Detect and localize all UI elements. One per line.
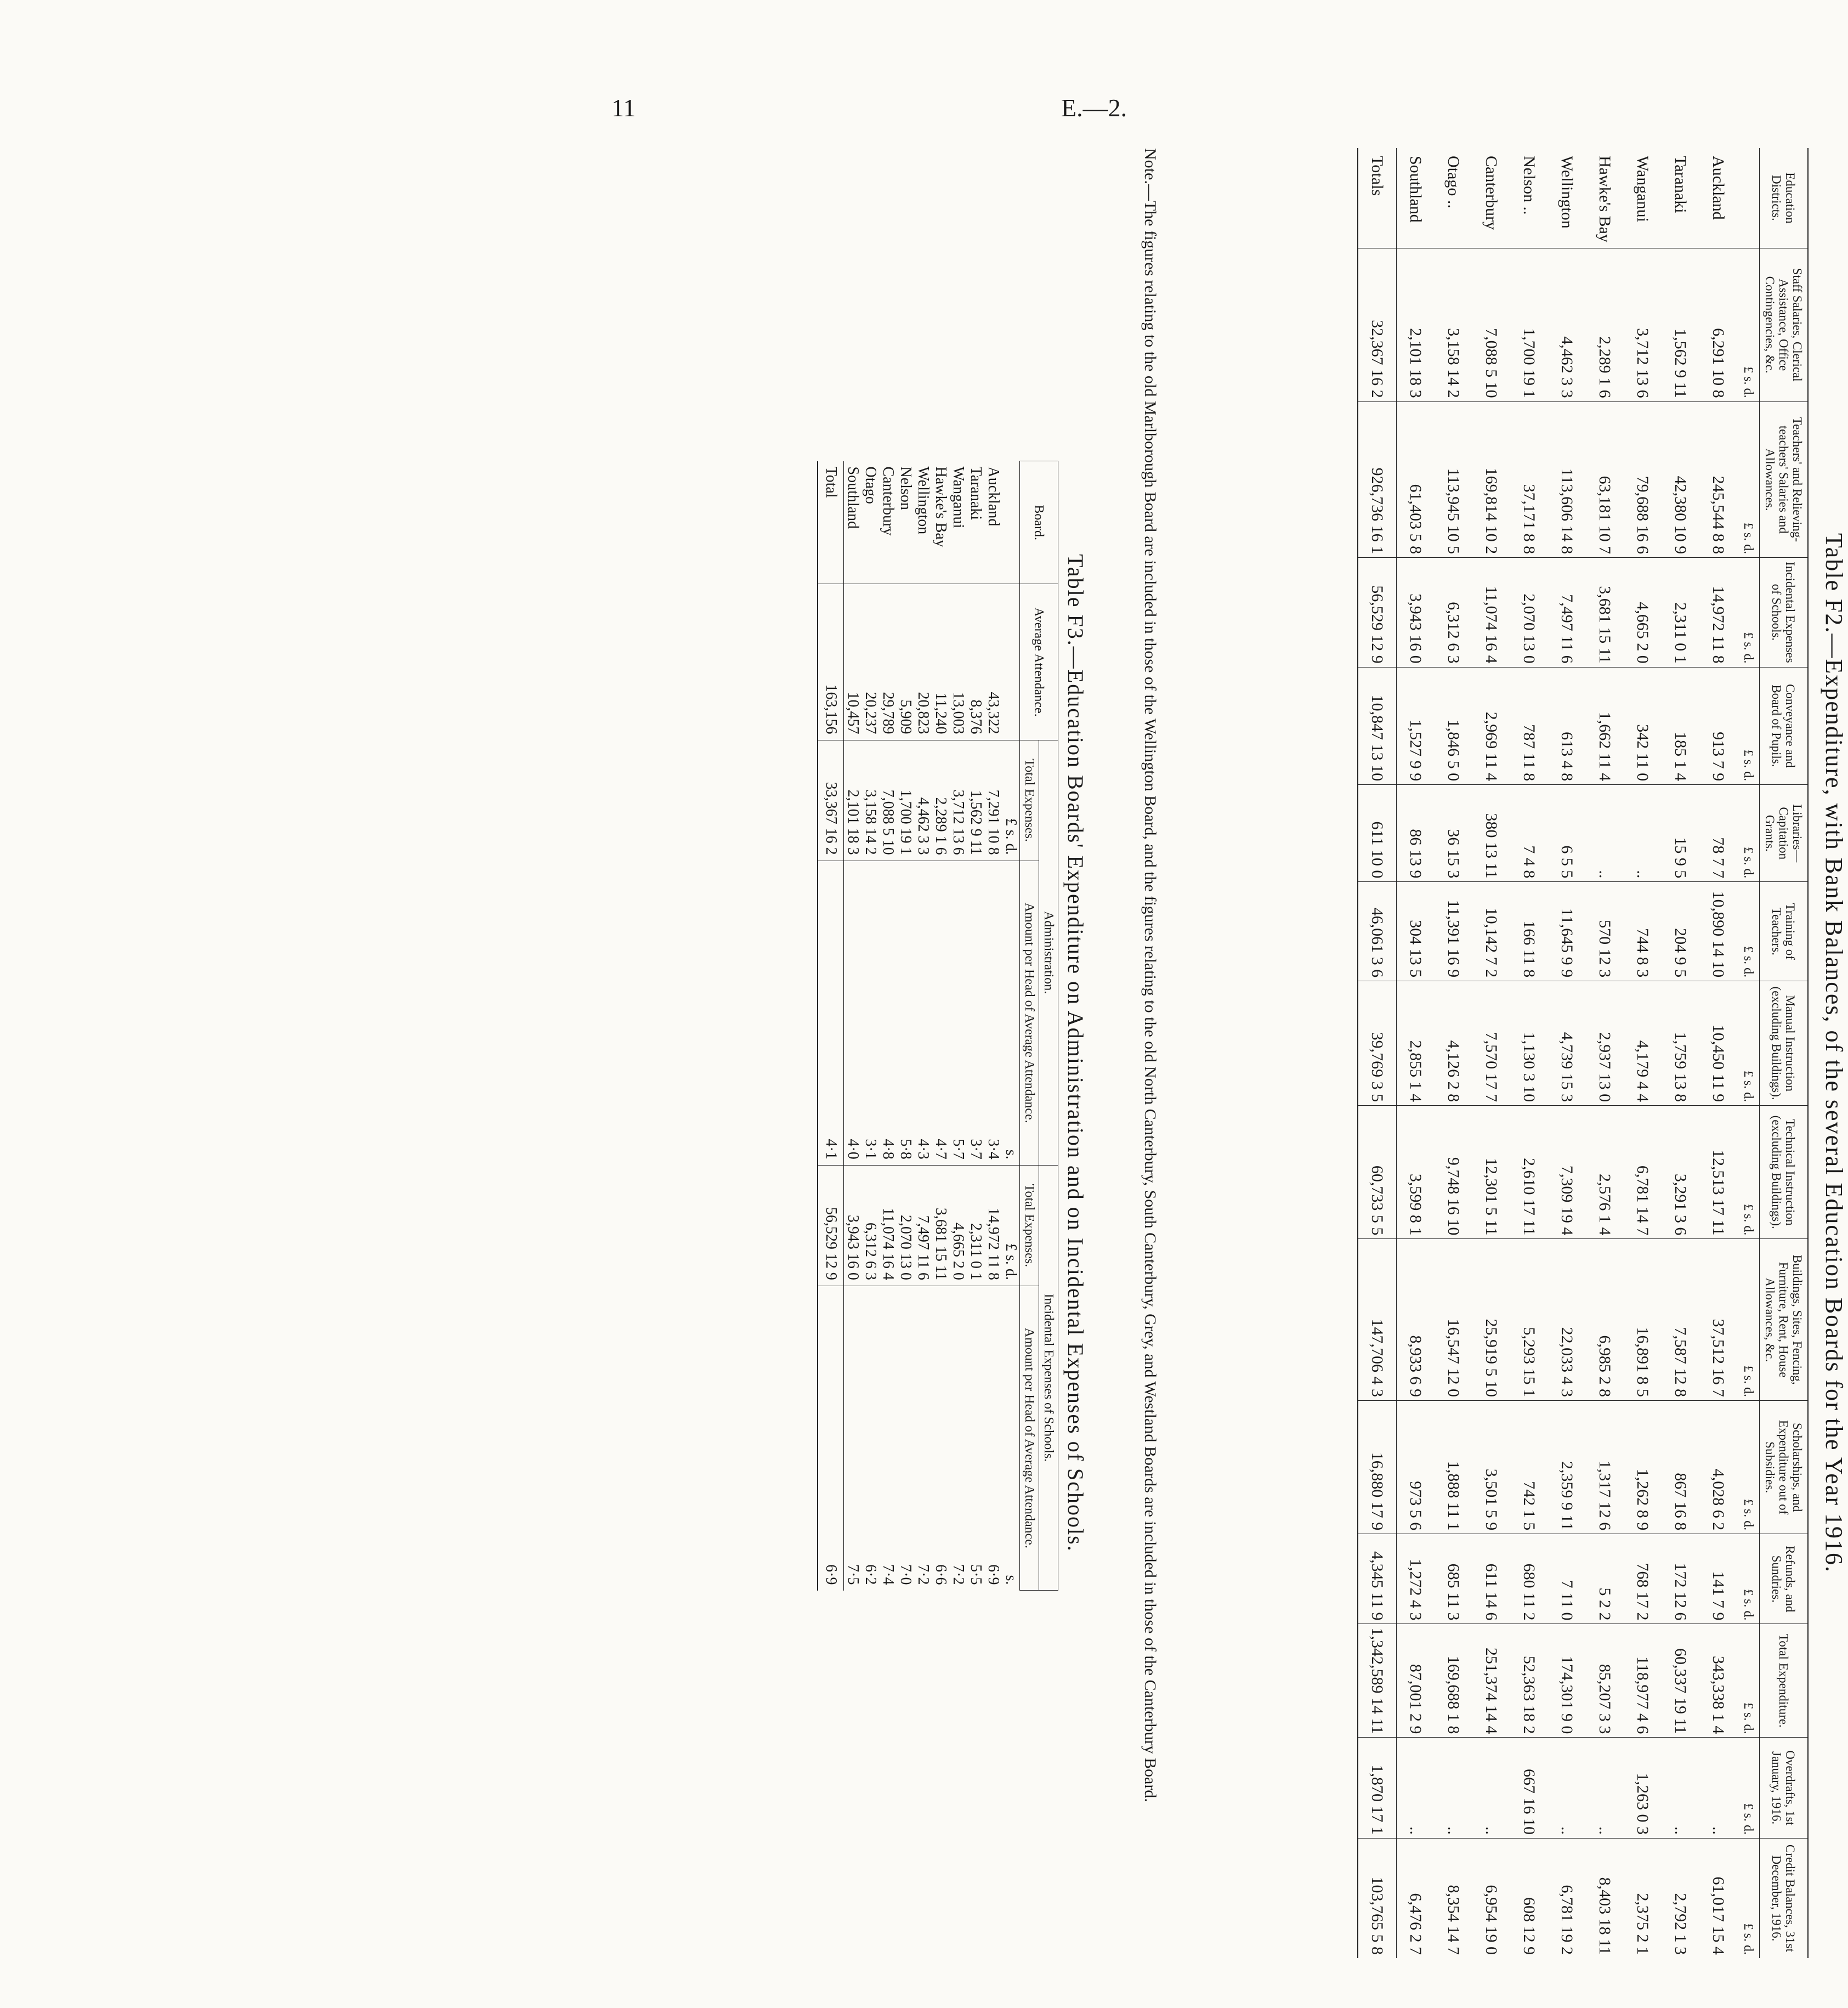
table-cell: 87,001 2 9 [1397, 1624, 1435, 1738]
table-cell: 7,291 10 8 [984, 740, 1002, 861]
table-cell: 4,462 3 3 [914, 740, 932, 861]
table-cell: .. [1586, 785, 1624, 882]
board-name: Canterbury [879, 461, 897, 584]
table-f3-col-attendance: Average Attendance. [1020, 584, 1058, 740]
table-cell: 343,338 1 4 [1699, 1624, 1737, 1738]
table-cell: 86 13 9 [1397, 785, 1435, 882]
table-f3-col-admin-total: Total Expenses. [1020, 740, 1039, 861]
table-cell: 1,700 19 1 [897, 740, 914, 861]
board-name: Nelson [897, 461, 914, 584]
table-f3-group-administration: Administration. [1039, 740, 1058, 1165]
table-row [967, 461, 984, 1591]
table-row [1586, 148, 1624, 1958]
table-f3-col-incidental-per-head: Amount per Head of Average Attendance. [1020, 1286, 1039, 1590]
table-cell: 1,888 11 1 [1435, 1400, 1472, 1534]
table-f2-unit-cell: £ s. d. [1737, 558, 1760, 668]
table-cell: .. [1397, 1738, 1435, 1839]
table-cell: 926,736 16 1 [1358, 401, 1397, 558]
table-cell: 10,450 11 9 [1699, 981, 1737, 1106]
table-cell: 1,130 3 10 [1510, 981, 1548, 1106]
table-f2-unit-cell: £ s. d. [1737, 667, 1760, 784]
table-f2-column-header: Training of Teachers. [1760, 882, 1809, 981]
table-f2-unit-cell: £ s. d. [1737, 785, 1760, 882]
table-f2-unit-cell: £ s. d. [1737, 1738, 1760, 1839]
table-f3-group-incidental: Incidental Expenses of Schools. [1039, 1165, 1058, 1590]
table-cell: 5·8 [897, 861, 914, 1165]
table-cell: 3,712 13 6 [1624, 248, 1662, 401]
table-cell: 22,033 4 3 [1548, 1239, 1586, 1401]
document-reference: E.—2. [1061, 94, 1127, 122]
table-f2-unit-cell: £ s. d. [1737, 1106, 1760, 1239]
table-row [818, 461, 844, 1591]
table-cell: 52,363 18 2 [1510, 1624, 1548, 1738]
table-cell: 20,823 [914, 584, 932, 740]
table-row [949, 461, 967, 1591]
table-cell: 570 12 3 [1586, 882, 1624, 981]
table-cell: 11,391 16 9 [1435, 882, 1472, 981]
table-cell: 6·2 [862, 1564, 879, 1585]
table-cell: 304 13 5 [1397, 882, 1435, 981]
table-cell: 4,028 6 2 [1699, 1400, 1737, 1534]
table-cell: 744 8 3 [1624, 882, 1662, 981]
table-f2-unit-row [1737, 148, 1760, 1958]
table-row [1624, 148, 1662, 1958]
table-cell: 3,712 13 6 [949, 740, 967, 861]
table-cell: 16,880 17 9 [1358, 1400, 1397, 1534]
table-cell: 3,501 5 9 [1472, 1400, 1510, 1534]
table-cell: 2,101 18 3 [1397, 248, 1435, 401]
table-cell: 6,312 6 3 [861, 1165, 879, 1286]
table-cell: 867 16 8 [1662, 1400, 1699, 1534]
table-cell: 742 1 5 [1510, 1400, 1548, 1534]
table-cell: 4·7 [932, 861, 949, 1165]
table-cell: 3,158 14 2 [861, 740, 879, 861]
table-cell: 185 1 4 [1662, 667, 1699, 784]
table-cell: 10,142 7 2 [1472, 882, 1510, 981]
table-cell: 613 4 8 [1548, 667, 1586, 784]
table-cell: 6,781 19 2 [1558, 1885, 1577, 1955]
table-cell: 2,070 13 0 [897, 1165, 914, 1286]
table-f2-column-header: Conveyance and Board of Pupils. [1760, 667, 1809, 784]
table-f3-title: Table F3.—Education Boards' Expenditure on Administration and on Incidental Expenses of Schools. [1063, 554, 1088, 1552]
table-cell: 60,337 19 11 [1662, 1624, 1699, 1738]
table-cell: 608 12 9 [1520, 1897, 1539, 1955]
table-cell: 3·7 [967, 861, 984, 1165]
table-cell: 42,380 10 9 [1662, 401, 1699, 558]
table-cell: 2,375 2 1 [1634, 1893, 1652, 1955]
table-cell: .. [1548, 1738, 1586, 1839]
table-f2-unit-cell: £ s. d. [1737, 882, 1760, 981]
table-f2-column-header: Education Districts. [1760, 148, 1809, 248]
table-cell: 2,610 17 11 [1510, 1106, 1548, 1239]
table-cell: 29,789 [879, 584, 897, 740]
table-cell: 2,855 1 4 [1397, 981, 1435, 1106]
district-name: Canterbury [1472, 148, 1510, 248]
table-f3-col-incidental-total: Total Expenses. [1020, 1165, 1039, 1286]
table-f2-column-header: Libraries—Capitation Grants. [1760, 785, 1809, 882]
table-cell: 1,759 13 8 [1662, 981, 1699, 1106]
table-cell: 4,665 2 0 [949, 1165, 967, 1286]
table-cell: 11,074 16 4 [1472, 558, 1510, 668]
table-cell: 33,367 16 2 [818, 740, 844, 861]
table-cell: 4,665 2 0 [1624, 558, 1662, 668]
table-cell: 25,919 5 10 [1472, 1239, 1510, 1401]
table-cell: 2,289 1 6 [932, 740, 949, 861]
table-f3-unit-row [1002, 461, 1020, 1591]
table-cell: 12,301 5 11 [1472, 1106, 1510, 1239]
table-cell: 3,681 15 11 [1586, 558, 1624, 668]
table-cell: 12,513 17 11 [1699, 1106, 1737, 1239]
table-row [914, 461, 932, 1591]
table-cell: 37,512 16 7 [1699, 1239, 1737, 1401]
table-cell: 973 5 6 [1397, 1400, 1435, 1534]
table-cell: 61,017 15 4 [1709, 1876, 1728, 1955]
board-name: Wanganui [949, 461, 967, 584]
table-f2-column-header: Technical Instruction (excluding Buildings). [1760, 1106, 1809, 1239]
table-cell: 3,158 14 2 [1435, 248, 1472, 401]
table-f2-unit-cell: £ s. d. [1737, 1624, 1760, 1738]
table-f2-note: Note.—The figures relating to the old Marlborough Board are included in those of the Wellington Board, and the figures relating to the old North Canterbury, South Canterbury, Grey, and Westland Boards are included in those of the Canterbury Board. [1141, 148, 1159, 1802]
table-cell: 113,945 10 5 [1435, 401, 1472, 558]
table-f2-unit-cell: £ s. d. [1737, 1239, 1760, 1401]
table-cell: 7,309 19 4 [1548, 1106, 1586, 1239]
table-cell: .. [1624, 785, 1662, 882]
table-cell: 1,342,589 14 11 [1358, 1624, 1397, 1738]
board-name: Auckland [984, 461, 1002, 584]
table-cell: 9,748 16 10 [1435, 1106, 1472, 1239]
table-cell: 7,570 17 7 [1472, 981, 1510, 1106]
table-cell: 56,529 12 9 [1358, 558, 1397, 668]
table-f2-unit-cell: £ s. d. [1737, 981, 1760, 1106]
table-cell: 1,700 19 1 [1510, 248, 1548, 401]
table-f2-column-header: Incidental Expenses of Schools. [1760, 558, 1809, 668]
table-cell: 4·1 [818, 861, 844, 1165]
table-cell: 7 4 8 [1510, 785, 1548, 882]
table-cell: 1,562 9 11 [1662, 248, 1699, 401]
table-cell: 6,312 6 3 [1435, 558, 1472, 668]
table-cell: 56,529 12 9 [818, 1165, 844, 1286]
table-cell: 43,322 [984, 584, 1002, 740]
table-cell: 3,681 15 11 [932, 1165, 949, 1286]
district-name: Southland [1397, 148, 1435, 248]
district-name: Hawke's Bay [1586, 148, 1624, 248]
table-cell: .. [1472, 1738, 1510, 1839]
table-f2-body [1358, 148, 1760, 1958]
table-row [1548, 148, 1586, 1958]
table-cell: 1,870 17 1 [1358, 1738, 1397, 1839]
table-cell: 2,969 11 4 [1472, 667, 1510, 784]
table-f2-column-header: Credit Balances, 31st December, 1916. [1760, 1838, 1809, 1958]
table-cell: 11,645 9 9 [1548, 882, 1586, 981]
table-cell: 6 5 5 [1548, 785, 1586, 882]
table-row [1662, 148, 1699, 1958]
table-cell: 2,311 0 1 [1662, 558, 1699, 668]
district-name: Nelson .. [1510, 148, 1548, 248]
table-cell: 685 11 3 [1435, 1534, 1472, 1624]
table-f3-unit-cell: £ s. d. [1002, 1165, 1020, 1286]
table-cell: 78 7 7 [1699, 785, 1737, 882]
table-cell: 37,171 8 8 [1510, 401, 1548, 558]
table-f2-unit-cell: £ s. d. [1737, 1534, 1760, 1624]
board-name: Southland [844, 461, 862, 584]
table-row [897, 461, 914, 1591]
table-cell: 3,943 16 0 [1397, 558, 1435, 668]
table-cell: 611 10 0 [1358, 785, 1397, 882]
table-f2-column-header: Teachers' and Relieving-teachers' Salaries and Allowances. [1760, 401, 1809, 558]
table-cell: 113,606 14 8 [1548, 401, 1586, 558]
table-cell: 13,003 [949, 584, 967, 740]
table-cell: 1,527 9 9 [1397, 667, 1435, 784]
table-cell: 11,240 [932, 584, 949, 740]
table-cell: 166 11 8 [1510, 882, 1548, 981]
table-f3-col-admin-per-head: Amount per Head of Average Attendance. [1020, 861, 1039, 1165]
table-cell: 380 13 11 [1472, 785, 1510, 882]
table-cell: 10,457 [844, 584, 862, 740]
table-cell: 1,262 8 9 [1624, 1400, 1662, 1534]
district-name: Totals [1358, 148, 1397, 248]
table-f2-unit-cell: £ s. d. [1741, 1923, 1756, 1955]
table-cell: 7,587 12 8 [1662, 1239, 1699, 1401]
table-cell: 4·0 [844, 861, 862, 1165]
table-cell: 204 9 5 [1662, 882, 1699, 981]
table-cell: 6,781 14 7 [1624, 1106, 1662, 1239]
table-cell: 118,977 4 6 [1624, 1624, 1662, 1738]
table-f2-unit-cell: £ s. d. [1737, 248, 1760, 401]
table-cell: 1,662 11 4 [1586, 667, 1624, 784]
district-name: Wanganui [1624, 148, 1662, 248]
table-f2-unit-cell-empty [1737, 148, 1760, 248]
table-cell: 14,972 11 8 [1699, 558, 1737, 668]
table-row [844, 461, 862, 1591]
table-cell: 6,954 19 0 [1482, 1885, 1501, 1955]
table-cell: 3,599 8 1 [1397, 1106, 1435, 1239]
table-cell: 7 11 0 [1548, 1534, 1586, 1624]
table-cell: 7·2 [950, 1564, 967, 1585]
board-name: Taranaki [967, 461, 984, 584]
table-cell: 32,367 16 2 [1358, 248, 1397, 401]
district-name: Otago .. [1435, 148, 1472, 248]
table-cell: 147,706 4 3 [1358, 1239, 1397, 1401]
table-cell: 6,291 10 8 [1699, 248, 1737, 401]
table-cell: 141 7 9 [1699, 1534, 1737, 1624]
table-f2-column-header: Scholarships, and Expenditure out of Subsidies. [1760, 1400, 1809, 1534]
table-cell: 3,291 3 6 [1662, 1106, 1699, 1239]
table-cell: 667 16 10 [1510, 1738, 1548, 1839]
table-cell: 16,891 8 5 [1624, 1239, 1662, 1401]
table-cell: 680 11 2 [1510, 1534, 1548, 1624]
table-cell: 85,207 3 3 [1586, 1624, 1624, 1738]
table-cell: 7·2 [915, 1564, 932, 1585]
table-cell: 1,263 0 3 [1624, 1738, 1662, 1839]
table-cell: 5·7 [949, 861, 967, 1165]
table-cell: 8,376 [967, 584, 984, 740]
table-f3-unit-cell [1002, 584, 1020, 740]
table-row [932, 461, 949, 1591]
table-cell: 2,289 1 6 [1586, 248, 1624, 401]
table-f2-column-header: Refunds, and Sundries. [1760, 1534, 1809, 1624]
board-name: Otago [861, 461, 879, 584]
table-cell: 60,733 5 5 [1358, 1106, 1397, 1239]
table-f2-column-header: Total Expenditure. [1760, 1624, 1809, 1738]
table-cell: 342 11 0 [1624, 667, 1662, 784]
table-cell: 169,688 1 8 [1435, 1624, 1472, 1738]
table-row [861, 461, 879, 1591]
table-f3-group-header-row [1039, 461, 1058, 1591]
table-cell: 6,985 2 8 [1586, 1239, 1624, 1401]
table-cell: 7,497 11 6 [914, 1165, 932, 1286]
table-cell: 8,933 6 9 [1397, 1239, 1435, 1401]
table-cell: 1,317 12 6 [1586, 1400, 1624, 1534]
table-cell: 1,272 4 3 [1397, 1534, 1435, 1624]
rotated-tables-block [752, 143, 1848, 1964]
district-name: Auckland [1699, 148, 1737, 248]
board-name: Hawke's Bay [932, 461, 949, 584]
table-cell: 4,126 2 8 [1435, 981, 1472, 1106]
table-cell: 4,739 15 3 [1548, 981, 1586, 1106]
table-cell: 4,462 3 3 [1548, 248, 1586, 401]
table-cell: 10,847 13 10 [1358, 667, 1397, 784]
table-f2-title: Table F2.—Expenditure, with Bank Balances, of the several Education Boards for the Year 1916. [1821, 533, 1847, 1574]
table-cell: 245,544 8 8 [1699, 401, 1737, 558]
table-cell: 4·3 [914, 861, 932, 1165]
table-f3-unit-cell [1002, 461, 1020, 584]
table-cell: 174,301 9 0 [1548, 1624, 1586, 1738]
table-cell: 2,070 13 0 [1510, 558, 1548, 668]
table-cell: 7,088 5 10 [879, 740, 897, 861]
table-cell: 768 17 2 [1624, 1534, 1662, 1624]
table-cell: 16,547 12 0 [1435, 1239, 1472, 1401]
table-cell: 3,943 16 0 [844, 1165, 862, 1286]
table-cell: 8,354 14 7 [1444, 1885, 1463, 1955]
table-cell: 787 11 8 [1510, 667, 1548, 784]
table-f2-unit-cell: £ s. d. [1737, 1400, 1760, 1534]
table-cell: .. [1435, 1738, 1472, 1839]
table-f2 [1357, 148, 1809, 1958]
table-cell: 2,359 9 11 [1548, 1400, 1586, 1534]
table-row [984, 461, 1002, 1591]
table-cell: 14,972 11 8 [984, 1165, 1002, 1286]
table-f2-column-header: Manual Instruction (excluding Buildings). [1760, 981, 1809, 1106]
table-cell: 3·4 [984, 861, 1002, 1165]
table-cell: 1,562 9 11 [967, 740, 984, 861]
table-cell: 6·9 [818, 1286, 844, 1590]
table-cell: 7·5 [844, 1564, 861, 1585]
table-cell: 6·6 [932, 1564, 949, 1585]
table-cell: 6·9 [985, 1564, 1002, 1585]
table-cell: 1,846 5 0 [1435, 667, 1472, 784]
table-f3-unit-cell: £ s. d. [1002, 740, 1020, 861]
table-cell: 169,814 10 2 [1472, 401, 1510, 558]
table-row [1699, 148, 1737, 1958]
table-f2-header-row [1760, 148, 1809, 1958]
table-cell: 10,890 14 10 [1699, 882, 1737, 981]
table-f3 [817, 461, 1058, 1591]
page-number: 11 [611, 94, 636, 122]
table-cell: 3·1 [861, 861, 879, 1165]
table-cell: 913 7 9 [1699, 667, 1737, 784]
table-f2-unit-cell: £ s. d. [1737, 401, 1760, 558]
table-f2-column-header: Staff Salaries, Clerical Assistance, Office Contingencies, &c. [1760, 248, 1809, 401]
table-cell: 4,179 4 4 [1624, 981, 1662, 1106]
table-f3-body [818, 461, 1020, 1591]
table-row [1472, 148, 1510, 1958]
table-cell: 4,345 11 9 [1358, 1534, 1397, 1624]
table-cell: 2,576 1 4 [1586, 1106, 1624, 1239]
table-cell: 5·5 [967, 1564, 984, 1585]
district-name: Wellington [1548, 148, 1586, 248]
table-cell: 4·8 [879, 861, 897, 1165]
table-cell: 2,311 0 1 [967, 1165, 984, 1286]
table-cell: 7·4 [880, 1564, 897, 1585]
table-cell: .. [1586, 1738, 1624, 1839]
table-f3-unit-cell: s. [1002, 1575, 1019, 1585]
table-cell: 7,088 5 10 [1472, 248, 1510, 401]
table-cell: 2,792 1 3 [1671, 1893, 1690, 1955]
table-cell: .. [1699, 1738, 1737, 1839]
board-name: Wellington [914, 461, 932, 584]
table-row [1510, 148, 1548, 1958]
table-cell: 46,061 3 6 [1358, 882, 1397, 981]
table-cell: 172 12 6 [1662, 1534, 1699, 1624]
table-cell: 611 14 6 [1472, 1534, 1510, 1624]
table-cell: .. [1662, 1738, 1699, 1839]
table-cell: 163,156 [818, 584, 844, 740]
table-f2-column-header: Buildings, Sites, Fencing, Furniture, Rent, House Allowances, &c. [1760, 1239, 1809, 1401]
table-cell: 6,476 2 7 [1407, 1893, 1425, 1955]
table-cell: 5,293 15 1 [1510, 1239, 1548, 1401]
table-cell: 11,074 16 4 [879, 1165, 897, 1286]
table-cell: 15 9 5 [1662, 785, 1699, 882]
table-cell: 8,403 18 11 [1596, 1877, 1614, 1955]
table-cell: 39,769 3 5 [1358, 981, 1397, 1106]
table-f2-column-header: Overdrafts, 1st January, 1916. [1760, 1738, 1809, 1839]
table-cell: 5 2 2 [1586, 1534, 1624, 1624]
table-cell: 63,181 10 7 [1586, 401, 1624, 558]
table-cell: 61,403 5 8 [1397, 401, 1435, 558]
table-cell: 7·0 [897, 1564, 914, 1585]
table-f3-unit-cell: s. [1002, 861, 1020, 1165]
board-name: Total [818, 461, 844, 584]
table-row [1358, 148, 1397, 1958]
table-cell: 251,374 14 4 [1472, 1624, 1510, 1738]
table-row [879, 461, 897, 1591]
table-cell: 2,937 13 0 [1586, 981, 1624, 1106]
table-row [1435, 148, 1472, 1958]
table-cell: 20,237 [861, 584, 879, 740]
table-cell: 103,765 5 8 [1358, 1838, 1397, 1958]
table-cell: 2,101 18 3 [844, 740, 862, 861]
table-f3-col-board: Board. [1020, 461, 1058, 584]
table-cell: 36 15 3 [1435, 785, 1472, 882]
table-row [1397, 148, 1435, 1958]
district-name: Taranaki [1662, 148, 1699, 248]
table-cell: 5,909 [897, 584, 914, 740]
table-cell: 79,688 16 6 [1624, 401, 1662, 558]
table-cell: 7,497 11 6 [1548, 558, 1586, 668]
